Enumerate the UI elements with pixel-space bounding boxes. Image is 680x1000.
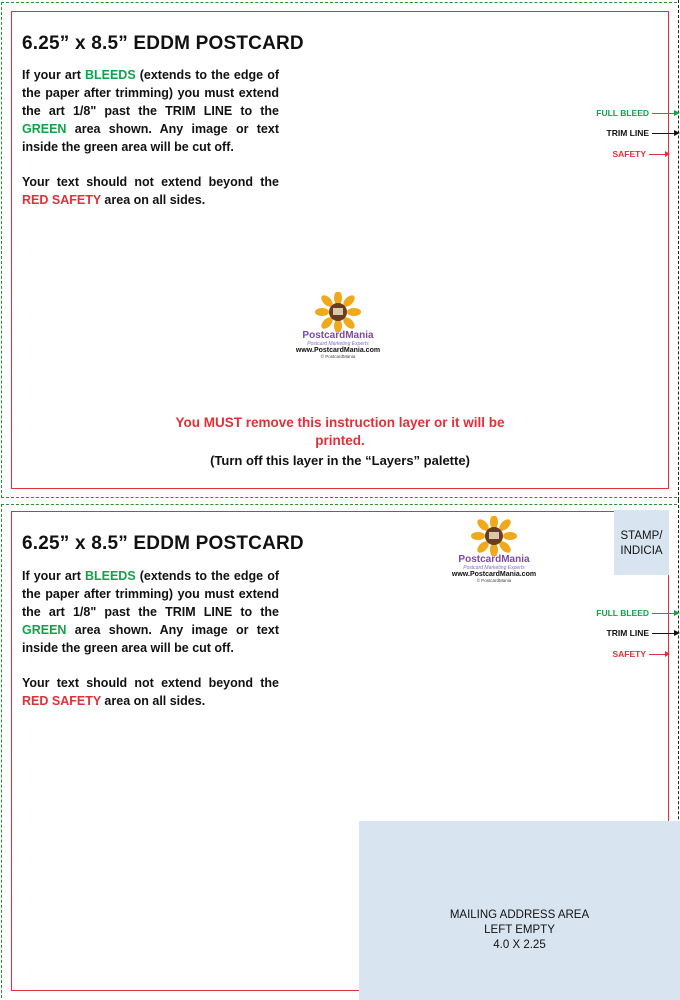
text-segment: Your text should not extend beyond the [22, 676, 279, 690]
logo-brand: PostcardMania [458, 554, 530, 565]
text-segment: If your art [22, 569, 85, 583]
legend-full-bleed [596, 106, 680, 120]
text-segment: (extends to the edge of the paper after trimming) you must extend the art 1/8" past the TRIM LINE to the [22, 68, 279, 118]
stamp-label-line2: INDICIA [620, 545, 663, 557]
text-segment: area shown. Any image or text inside the green area will be cut off. [22, 623, 279, 655]
legend-safety [612, 147, 670, 161]
legend-label: TRIM LINE [606, 628, 649, 638]
postcardmania-logo [283, 292, 393, 359]
right-bleed-edge [678, 0, 679, 500]
legend-label: TRIM LINE [606, 128, 649, 138]
page-title: 6.25” x 8.5” EDDM POSTCARD [22, 33, 304, 54]
logo-url: www.PostcardMania.com [451, 571, 537, 578]
bleeds-highlight: BLEEDS [84, 68, 136, 82]
legend-label: SAFETY [612, 649, 646, 659]
legend-label: FULL BLEED [596, 108, 649, 118]
arrow-right-icon [674, 110, 680, 116]
legend-safety [612, 647, 670, 661]
bleed-instruction [22, 66, 279, 156]
mailing-address-text [359, 908, 680, 953]
instructions [22, 567, 279, 727]
arrow-line [652, 613, 674, 614]
logo-tagline: Postcard Marketing Experts [463, 565, 525, 571]
arrow-line [652, 633, 674, 634]
legend-trim-line [607, 126, 680, 140]
bleed-legend [560, 106, 680, 166]
green-highlight: GREEN [22, 623, 67, 637]
instructions [22, 66, 279, 226]
bleeds-highlight: BLEEDS [84, 569, 136, 583]
arrow-line [649, 154, 665, 155]
logo-url: www.PostcardMania.com [295, 347, 381, 354]
sunflower-logo-icon [314, 292, 362, 332]
arrow-line [649, 654, 665, 655]
logo-copyright: © PostcardMania [476, 578, 512, 583]
mailing-line2: LEFT EMPTY [484, 924, 555, 936]
text-segment: area shown. Any image or text inside the green area will be cut off. [22, 122, 279, 154]
text-segment: (extends to the edge of the paper after trimming) you must extend the art 1/8" past the TRIM LINE to the [22, 569, 279, 619]
arrow-line [652, 133, 674, 134]
arrow-right-icon [665, 151, 670, 157]
safety-instruction [22, 674, 279, 710]
text-segment: If your art [22, 68, 85, 82]
postcardmania-logo [439, 516, 549, 583]
mailing-line3: 4.0 X 2.25 [493, 939, 546, 951]
mailing-line1: MAILING ADDRESS AREA [449, 909, 590, 921]
page-title: 6.25” x 8.5” EDDM POSTCARD [22, 533, 304, 554]
arrow-right-icon [674, 630, 680, 636]
legend-full-bleed [596, 606, 680, 620]
text-segment: area on all sides. [100, 694, 206, 708]
stamp-label-line1: STAMP/ [620, 530, 663, 542]
legend-trim-line [607, 626, 680, 640]
text-segment: area on all sides. [100, 193, 206, 207]
postcard-back-panel [0, 500, 680, 1000]
layers-palette-note: (Turn off this layer in the “Layers” palette) [210, 453, 470, 468]
bleed-instruction [22, 567, 279, 657]
arrow-right-icon [665, 651, 670, 657]
red-safety-highlight: RED SAFETY [22, 694, 101, 708]
logo-brand: PostcardMania [302, 330, 374, 341]
red-safety-highlight: RED SAFETY [22, 193, 101, 207]
sunflower-logo-icon [470, 516, 518, 556]
logo-tagline: Postcard Marketing Experts [307, 341, 369, 347]
bleed-legend [560, 606, 680, 666]
remove-layer-warning: You MUST remove this instruction layer or it will be printed. [175, 415, 505, 448]
legend-label: FULL BLEED [596, 608, 649, 618]
text-segment: Your text should not extend beyond the [22, 175, 279, 189]
arrow-line [652, 113, 674, 114]
stamp-indicia-area [614, 510, 669, 575]
legend-label: SAFETY [612, 149, 646, 159]
arrow-right-icon [674, 130, 680, 136]
green-highlight: GREEN [22, 122, 67, 136]
safety-instruction [22, 173, 279, 209]
arrow-right-icon [674, 610, 680, 616]
logo-copyright: © PostcardMania [320, 354, 356, 359]
mailing-address-area [359, 821, 680, 1000]
